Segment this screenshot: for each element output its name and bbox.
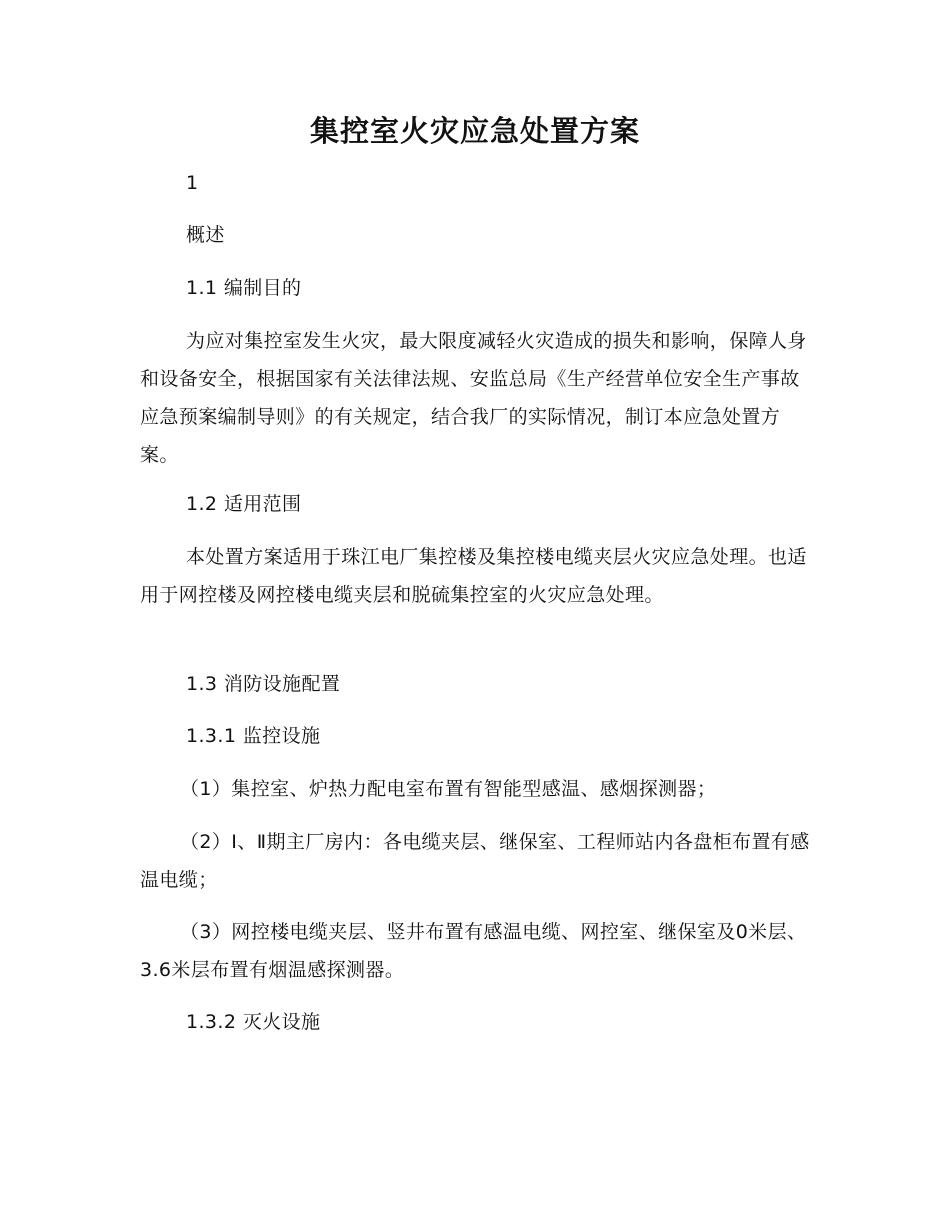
list-item-2: （2）Ⅰ、Ⅱ期主厂房内：各电缆夹层、继保室、工程师站内各盘柜布置有感温电缆； xyxy=(140,831,810,891)
list-item-1: （1）集控室、炉热力配电室布置有智能型感温、感烟探测器； xyxy=(180,778,717,800)
heading-1-3-fire-facilities: 1.3 消防设施配置 xyxy=(186,673,341,695)
heading-1-3-1-monitoring: 1.3.1 监控设施 xyxy=(186,725,321,747)
paragraph-purpose: 为应对集控室发生火灾，最大限度减轻火灾造成的损失和影响，保障人身和设备安全，根据国家有关法律法规、安监总局《生产经营单位安全生产事故应急预案编制导则》的有关规定，结合我厂的实际情况，制订本应急处置方案。 xyxy=(140,330,807,466)
list-item-3: （3）网控楼电缆夹层、竖井布置有感温电缆、网控室、继保室及0米层、3.6米层布置有烟温感探测器。 xyxy=(140,921,807,981)
section-number: 1 xyxy=(186,172,199,194)
heading-1-2-scope: 1.2 适用范围 xyxy=(186,493,302,515)
heading-1-1-purpose: 1.1 编制目的 xyxy=(186,277,302,299)
paragraph-scope: 本处置方案适用于珠江电厂集控楼及集控楼电缆夹层火灾应急处理。也适用于网控楼及网控楼电缆夹层和脱硫集控室的火灾应急处理。 xyxy=(140,546,807,606)
document-title: 集控室火灾应急处置方案 xyxy=(309,114,640,148)
section-heading-overview: 概述 xyxy=(186,224,225,246)
heading-1-3-2-extinguishing: 1.3.2 灭火设施 xyxy=(186,1011,321,1033)
